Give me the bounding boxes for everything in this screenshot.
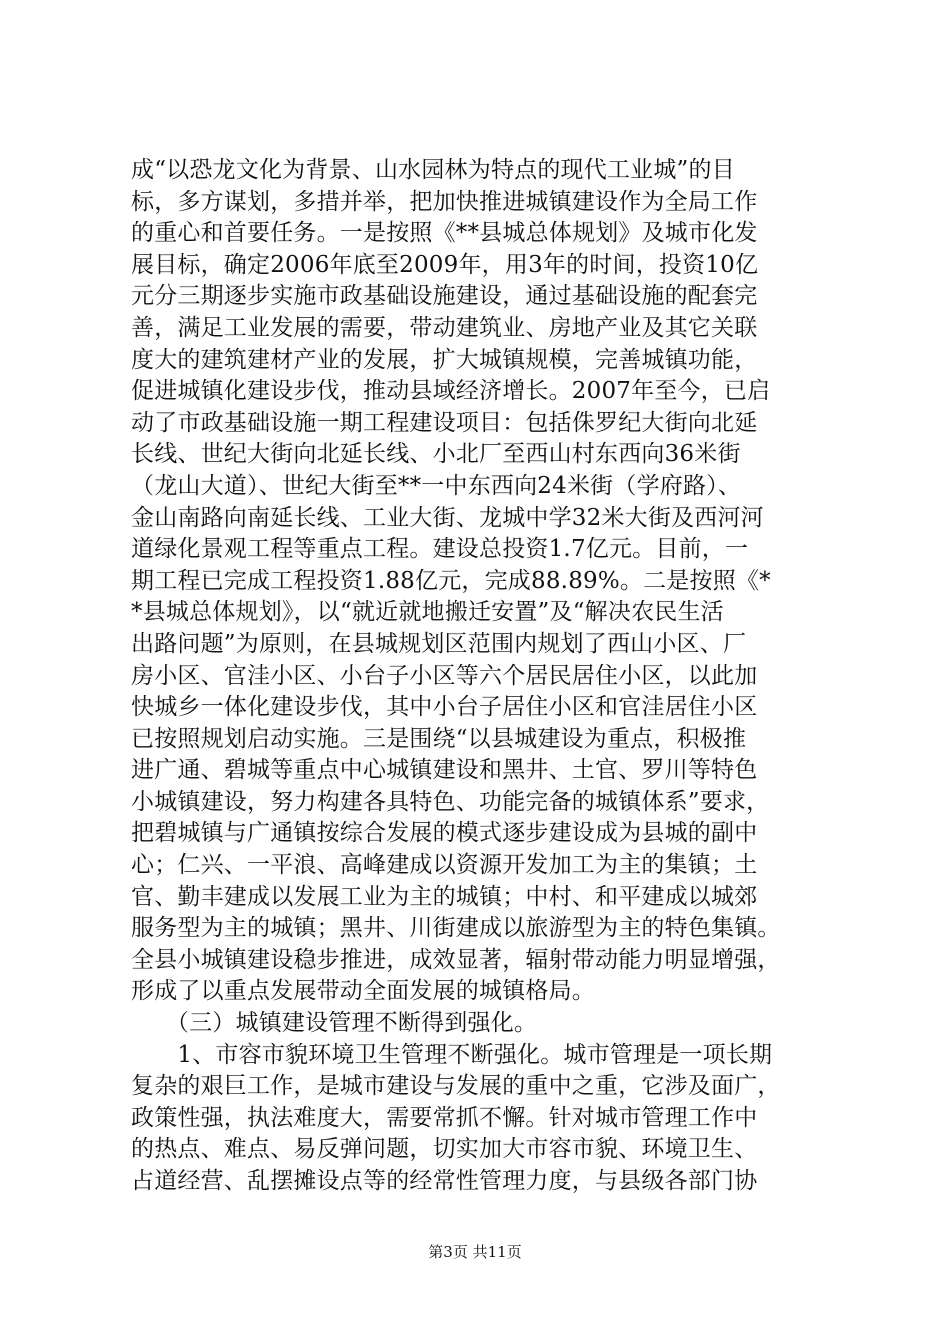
text-line: 快城乡一体化建设步伐，其中小台子居住小区和官洼居住小区 [131,694,758,721]
text-line: 心；仁兴、一平浪、高峰建成以资源开发加工为主的集镇；土 [131,852,758,879]
text-line: 占道经营、乱摆摊设点等的经常性管理力度，与县级各部门协 [131,1168,758,1194]
text-line: 复杂的艰巨工作，是城市建设与发展的重中之重，它涉及面广， [131,1073,781,1100]
text-line: 成“以恐龙文化为背景、山水园林为特点的现代工业城”的目 [131,157,735,183]
text-line: 已按照规划启动实施。三是围绕“以县城建设为重点，积极推 [131,725,747,752]
text-line: *县城总体规划》，以“就近就地搬迁安置”及“解决农民生活 [131,599,724,626]
text-line: 1、市容市貌环境卫生管理不断强化。城市管理是一项长期 [131,1041,773,1068]
text-line: 展目标，确定2006年底至2009年，用3年的时间，投资10亿 [131,251,759,278]
text-line: 房小区、官洼小区、小台子小区等六个居民居住小区，以此加 [131,662,758,689]
text-line: 的热点、难点、易反弹问题，切实加大市容市貌、环境卫生、 [131,1136,758,1163]
text-line: （三）城镇建设管理不断得到强化。 [131,1010,538,1037]
text-line: 金山南路向南延长线、工业大街、龙城中学32米大街及西河河 [131,504,764,531]
text-line: 动了市政基础设施一期工程建设项目：包括侏罗纪大街向北延 [131,409,758,436]
page-footer: 第3页 共11页 [428,1243,522,1261]
text-line: 服务型为主的城镇；黑井、川街建成以旅游型为主的特色集镇。 [131,915,781,942]
text-line: 官、勤丰建成以发展工业为主的城镇；中村、和平建成以城郊 [131,883,758,910]
text-line: 全县小城镇建设稳步推进，成效显著，辐射带动能力明显增强， [131,946,781,973]
text-line: 出路问题”为原则，在县城规划区范围内规划了西山小区、厂 [131,630,747,657]
text-line: 长线、世纪大街向北延长线、小北厂至西山村东西向36米街 [131,441,741,468]
text-line: 标，多方谋划，多措并举，把加快推进城镇建设作为全局工作 [131,188,758,215]
body-text [131,155,831,1198]
text-line: 形成了以重点发展带动全面发展的城镇格局。 [131,978,595,1005]
text-line: 促进城镇化建设步伐，推动县域经济增长。2007年至今，已启 [131,378,771,405]
text-line: 善，满足工业发展的需要，带动建筑业、房地产业及其它关联 [131,314,758,341]
text-line: 小城镇建设，努力构建各具特色、功能完备的城镇体系”要求， [131,788,770,815]
text-line: 道绿化景观工程等重点工程。建设总投资1.7亿元。目前，一 [131,536,749,563]
text-line: 期工程已完成工程投资1.88亿元，完成88.89%。二是按照《* [131,567,771,594]
text-line: （龙山大道）、世纪大街至**一中东西向24米街（学府路）、 [131,472,742,499]
text-line: 的重心和首要任务。一是按照《**县城总体规划》及城市化发 [131,220,758,247]
text-line: 元分三期逐步实施市政基础设施建设，通过基础设施的配套完 [131,283,758,310]
text-line: 政策性强，执法难度大，需要常抓不懈。针对城市管理工作中 [131,1104,758,1131]
text-line: 度大的建筑建材产业的发展，扩大城镇规模，完善城镇功能， [131,346,758,373]
text-line: 把碧城镇与广通镇按综合发展的模式逐步建设成为县城的副中 [131,820,758,847]
text-line: 进广通、碧城等重点中心城镇建设和黑井、土官、罗川等特色 [131,757,758,784]
